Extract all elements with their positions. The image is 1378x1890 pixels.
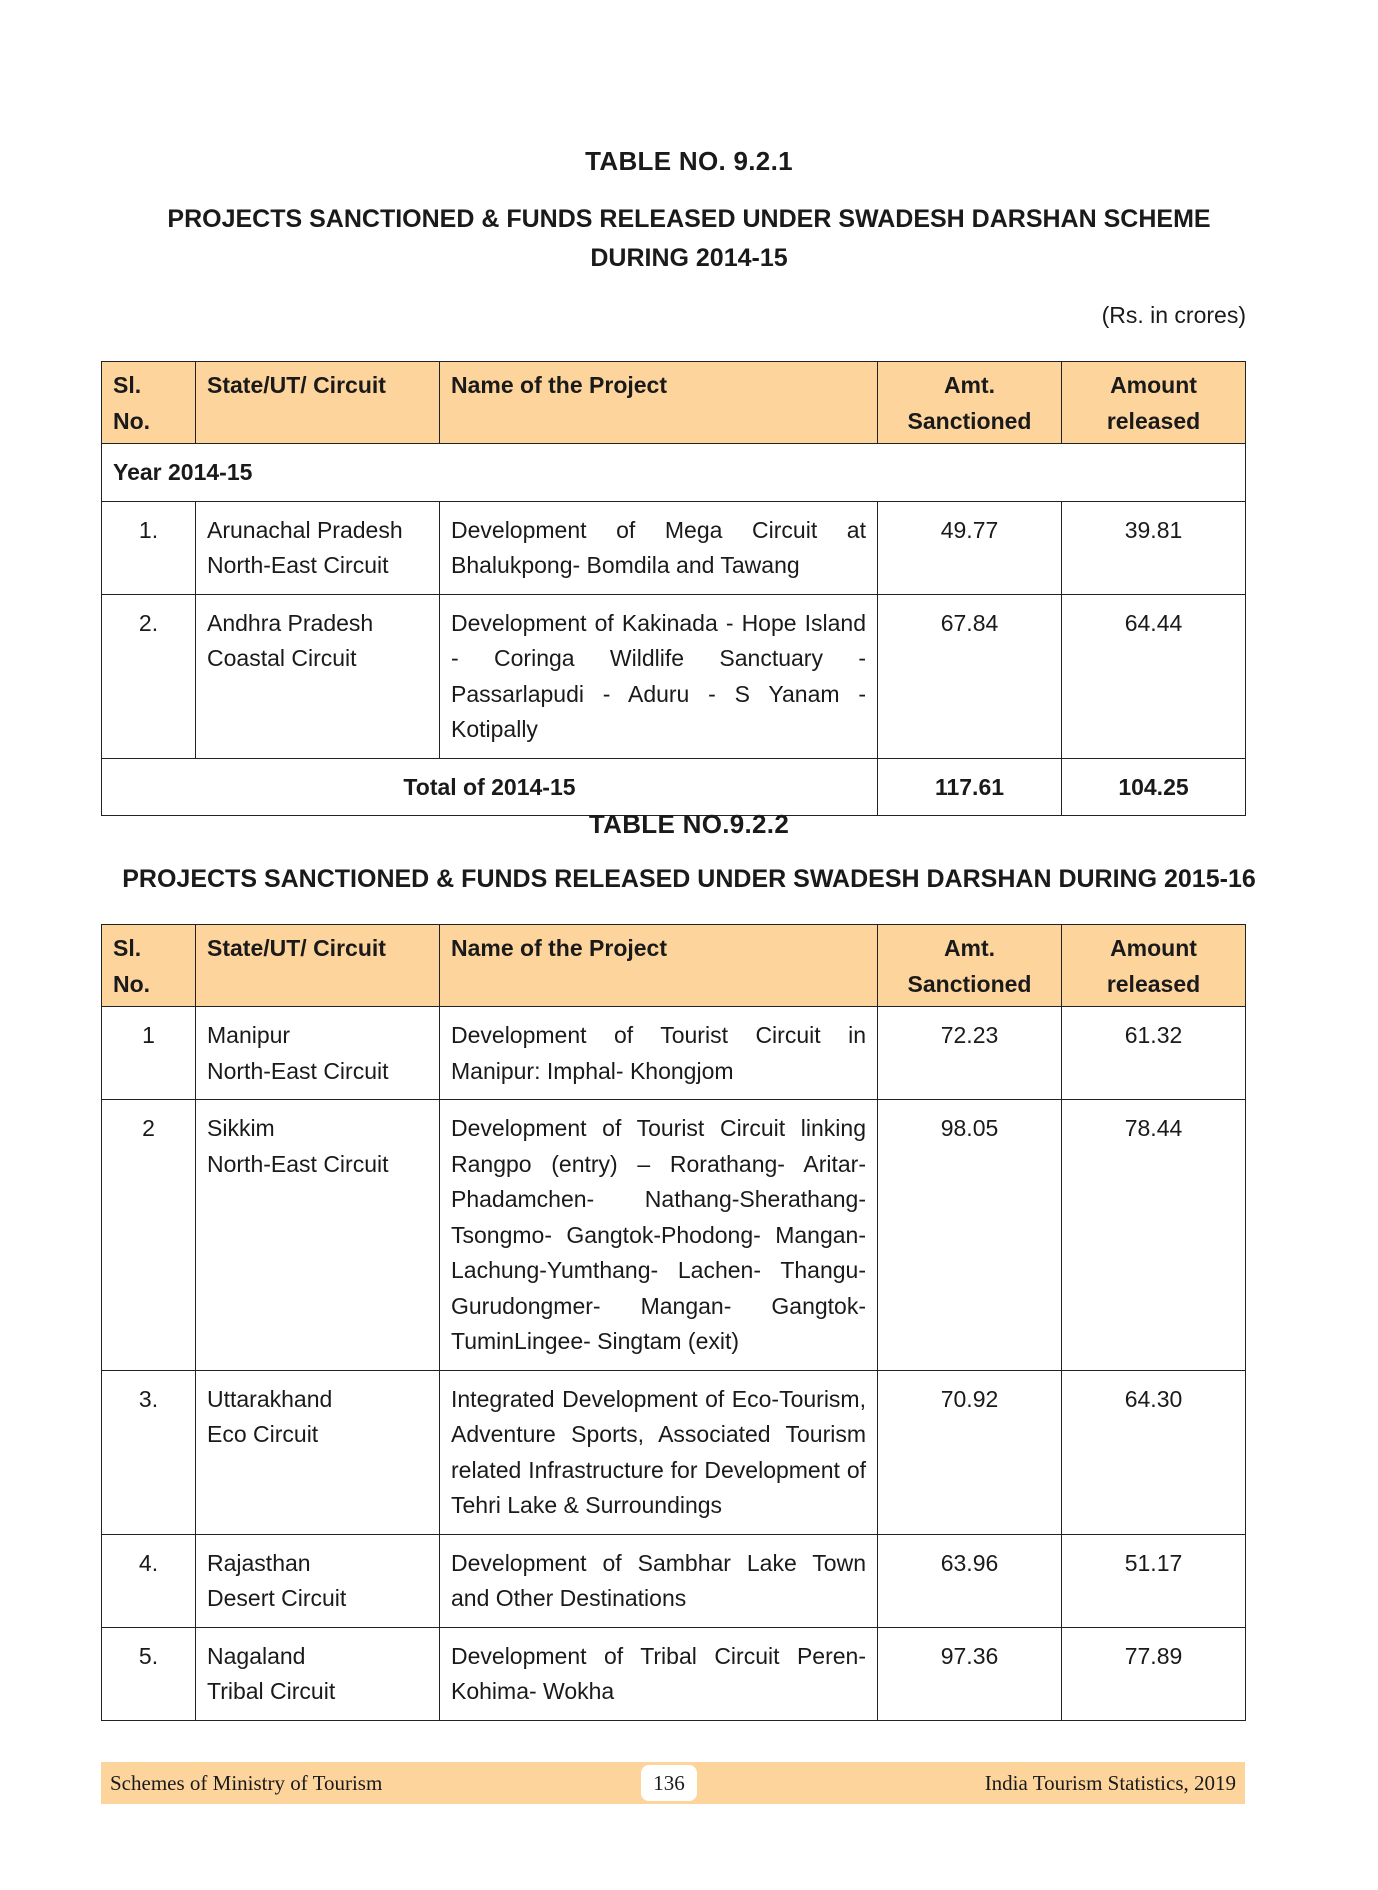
- table-1-number: TABLE NO. 9.2.1: [585, 146, 793, 176]
- amount-released: 39.81: [1062, 501, 1246, 594]
- header-amount-released-line-2: released: [1106, 407, 1201, 434]
- circuit-name: North-East Circuit: [207, 1057, 389, 1084]
- amt-sanctioned: 97.36: [878, 1627, 1062, 1720]
- header-project: Name of the Project: [440, 925, 878, 1007]
- table-row: [102, 1370, 1246, 1534]
- header-sl-no: Sl. No.: [102, 925, 196, 1007]
- header-amount-released: [1062, 362, 1246, 444]
- sl-no: 4.: [102, 1534, 196, 1627]
- state-name: Andhra Pradesh: [207, 609, 374, 636]
- state-circuit: [196, 1370, 440, 1534]
- sl-no: 2: [102, 1100, 196, 1371]
- project-name: Integrated Development of Eco-Tourism, Adventure Sports, Associated Tourism related Infrastructure for Development of Tehri Lake & Surroundings: [440, 1370, 878, 1534]
- table-row: [102, 1534, 1246, 1627]
- table-2-title: PROJECTS SANCTIONED & FUNDS RELEASED UNDER SWADESH DARSHAN DURING 2015-16: [122, 865, 1256, 893]
- page-number: 136: [641, 1765, 697, 1801]
- header-project: Name of the Project: [440, 362, 878, 444]
- table-2-header-row: [102, 925, 1246, 1007]
- total-label: Total of 2014-15: [102, 758, 878, 816]
- state-name: Sikkim: [207, 1115, 275, 1141]
- amt-sanctioned: 63.96: [878, 1534, 1062, 1627]
- total-sanctioned: 117.61: [878, 758, 1062, 816]
- amount-released: 61.32: [1062, 1007, 1246, 1100]
- circuit-name: North-East Circuit: [207, 552, 389, 578]
- table-1-title-line-1: PROJECTS SANCTIONED & FUNDS RELEASED UNDER SWADESH DARSHAN SCHEME: [167, 205, 1211, 233]
- table-1: [101, 361, 1246, 816]
- state-name: Manipur: [207, 1022, 291, 1048]
- sl-no: 3.: [102, 1370, 196, 1534]
- state-name: Arunachal Pradesh: [207, 516, 403, 543]
- header-amount-released-line-2: released: [1106, 970, 1201, 997]
- header-amount-released-line-1: Amount: [1110, 935, 1197, 961]
- amt-sanctioned: 72.23: [878, 1007, 1062, 1100]
- amt-sanctioned: 49.77: [878, 501, 1062, 594]
- year-label: Year 2014-15: [102, 444, 1246, 502]
- state-name: Nagaland: [207, 1642, 306, 1669]
- project-name: Development of Kakinada - Hope Island - Coringa Wildlife Sanctuary - Passarlapudi - Aduru - S Yanam - Kotipally: [440, 594, 878, 758]
- sl-no: 5.: [102, 1627, 196, 1720]
- sl-no: 1: [102, 1007, 196, 1100]
- table-row: [102, 1007, 1246, 1100]
- amount-released: 78.44: [1062, 1100, 1246, 1371]
- sl-no: 1.: [102, 501, 196, 594]
- state-circuit: [196, 1100, 440, 1371]
- table-row: [102, 594, 1246, 758]
- table-row: [102, 501, 1246, 594]
- header-amt-sanctioned: [878, 925, 1062, 1007]
- project-name: Development of Tourist Circuit linking Rangpo (entry) – Rorathang- Aritar- Phadamchen- Nathang-Sherathang- Tsongmo- Gangtok-Phodong- Mangan- Lachung-Yumthang- Lachen- Thangu- Gurudongmer- Mangan- Gangtok- TuminLingee- Singtam (exit): [440, 1100, 878, 1371]
- circuit-name: Eco Circuit: [207, 1421, 319, 1447]
- header-amt-sanctioned-line-2: Sanctioned: [907, 407, 1032, 434]
- amt-sanctioned: 67.84: [878, 594, 1062, 758]
- amount-released: 64.30: [1062, 1370, 1246, 1534]
- table-row: [102, 1627, 1246, 1720]
- amt-sanctioned: 98.05: [878, 1100, 1062, 1371]
- state-circuit: [196, 1007, 440, 1100]
- state-circuit: [196, 1534, 440, 1627]
- table-1-title-line-2: DURING 2014-15: [590, 244, 788, 272]
- state-name: Rajasthan: [207, 1549, 311, 1576]
- year-row: [102, 444, 1246, 502]
- header-amt-sanctioned-line-1: Amt.: [943, 372, 996, 398]
- amount-released: 64.44: [1062, 594, 1246, 758]
- amt-sanctioned: 70.92: [878, 1370, 1062, 1534]
- circuit-name: North-East Circuit: [207, 1150, 389, 1177]
- sl-no: 2.: [102, 594, 196, 758]
- header-state: State/UT/ Circuit: [196, 925, 440, 1007]
- header-amount-released-line-1: Amount: [1110, 372, 1197, 398]
- project-name: Development of Mega Circuit at Bhalukpong- Bomdila and Tawang: [440, 501, 878, 594]
- project-name: Development of Sambhar Lake Town and Other Destinations: [440, 1534, 878, 1627]
- footer-section-title: Schemes of Ministry of Tourism: [110, 1771, 383, 1795]
- header-amt-sanctioned-line-2: Sanctioned: [907, 970, 1032, 997]
- state-circuit: [196, 594, 440, 758]
- page-footer: [101, 1762, 1245, 1804]
- table-2: [101, 924, 1246, 1721]
- state-name: Uttarakhand: [207, 1385, 333, 1412]
- table-1-title: [120, 200, 1258, 278]
- header-amt-sanctioned: [878, 362, 1062, 444]
- circuit-name: Coastal Circuit: [207, 645, 357, 671]
- amount-released: 77.89: [1062, 1627, 1246, 1720]
- table-row: [102, 1100, 1246, 1371]
- amount-released: 51.17: [1062, 1534, 1246, 1627]
- total-row: [102, 758, 1246, 816]
- total-released: 104.25: [1062, 758, 1246, 816]
- header-sl-no: Sl. No.: [102, 362, 196, 444]
- table-1-header-row: [102, 362, 1246, 444]
- footer-publication-title: India Tourism Statistics, 2019: [984, 1771, 1236, 1795]
- circuit-name: Tribal Circuit: [207, 1678, 336, 1704]
- circuit-name: Desert Circuit: [207, 1585, 347, 1611]
- table-2-number: TABLE NO.9.2.2: [588, 809, 790, 839]
- state-circuit: [196, 501, 440, 594]
- unit-note: (Rs. in crores): [1101, 302, 1246, 328]
- state-circuit: [196, 1627, 440, 1720]
- header-amt-sanctioned-line-1: Amt.: [943, 935, 996, 961]
- project-name: Development of Tourist Circuit in Manipur: Imphal- Khongjom: [440, 1007, 878, 1100]
- header-amount-released: [1062, 925, 1246, 1007]
- project-name: Development of Tribal Circuit Peren- Kohima- Wokha: [440, 1627, 878, 1720]
- header-state: State/UT/ Circuit: [196, 362, 440, 444]
